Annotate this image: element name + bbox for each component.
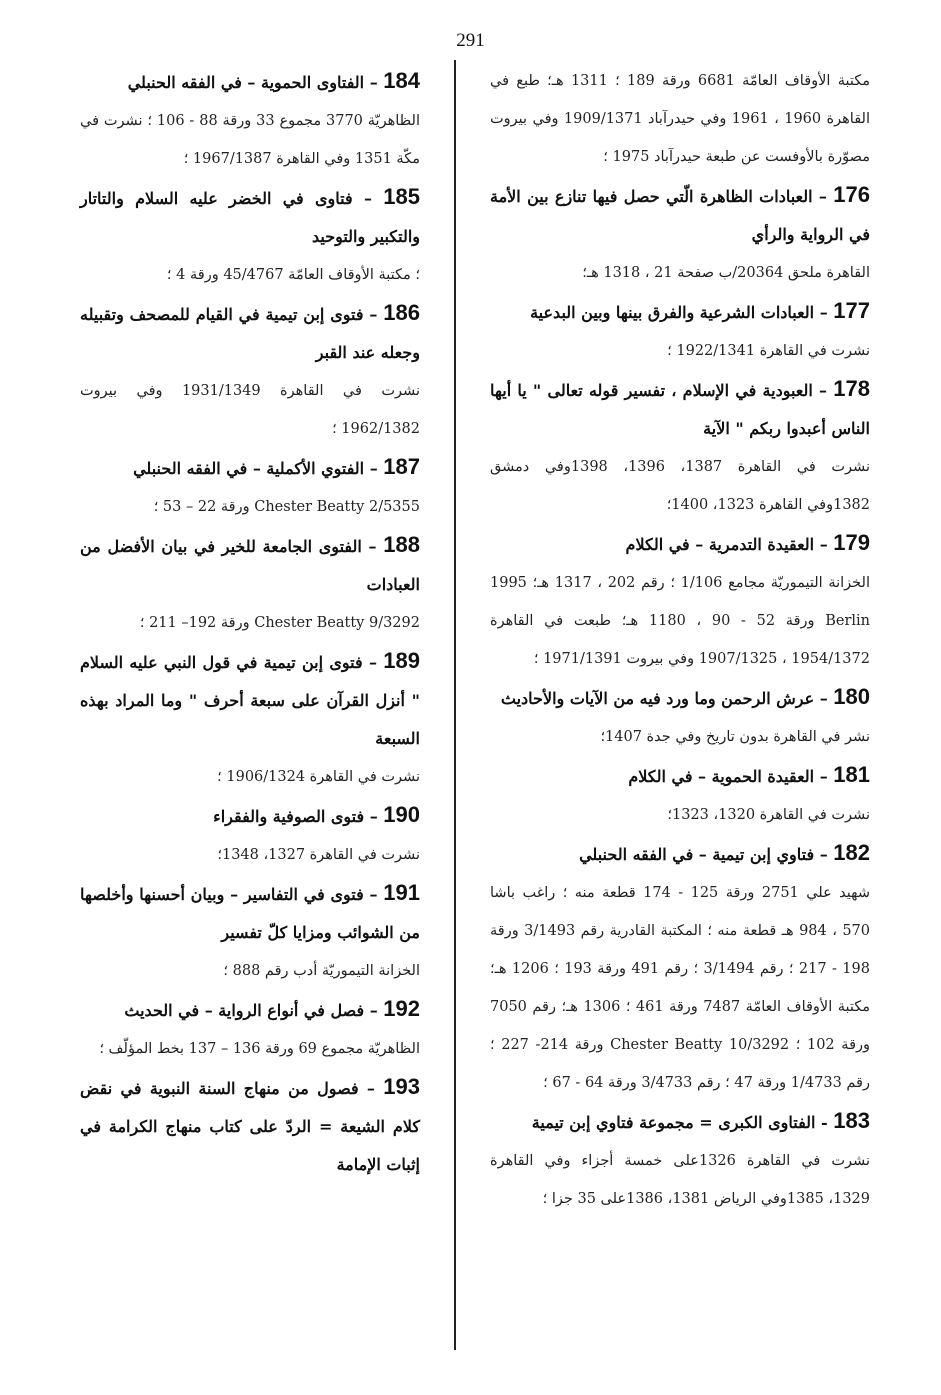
entry-title: – العبودية في الإسلام ، تفسير قوله تعالى " يا أيها الناس أعبدوا ربكم " الآية [490, 381, 870, 438]
entry-title: – فتوى في التفاسير – وبيان أحسنها وأخلصها من الشوائب ومزايا كلّ تفسير [80, 885, 420, 942]
bibliography-entry [490, 176, 870, 292]
entry-number: 180 [833, 684, 870, 709]
bibliography-entry [80, 642, 420, 796]
entry-number: 191 [383, 880, 420, 905]
entry-details: نشرت في القاهرة 1906/1324 ؛ [217, 769, 420, 785]
right-column [490, 62, 870, 1218]
entry-title: - الفتاوى الكبرى = مجموعة فتاوي إبن تيمية [531, 1113, 828, 1132]
entry-heading [490, 370, 870, 448]
bibliography-entry [80, 990, 420, 1068]
bibliography-entry [80, 796, 420, 874]
entry-number: 183 [833, 1108, 870, 1133]
entry-title: – العقيدة الحموية – في الكلام [628, 767, 828, 786]
entry-heading [490, 834, 870, 874]
bibliography-entry [490, 370, 870, 524]
entry-details: نشرت في القاهرة 1327، 1348؛ [217, 847, 420, 863]
entry-details: Chester Beatty 2/5355 ورقة 22 – 53 ؛ [153, 499, 420, 515]
entry-number: 187 [383, 454, 420, 479]
column-divider [454, 60, 456, 1350]
entry-number: 177 [833, 298, 870, 323]
bibliography-entry [80, 448, 420, 526]
entry-details: شهيد علي 2751 ورقة 125 - 174 قطعة منه ؛ راغب باشا 570 ، 984 هـ قطعة منه ؛ المكتبة القادرية رقم 3/1493 ورقة 198 - 217 ؛ رقم 3/1494 ؛ رقم 491 ورقة 193 ؛ 1206 هـ؛ مكتبة الأوقاف العامّة 7487 ورقة 461 ؛ 1306 هـ؛ رقم 7050 ورقة 102 ؛ Chester Beatty 10/3292 ورقة 214- 227 ؛ رقم 1/4733 ورقة 47 ؛ رقم 3/4733 ورقة 64 - 67 ؛ [490, 885, 871, 1091]
entry-heading [80, 1068, 420, 1184]
entry-heading [490, 524, 870, 564]
entry-heading [490, 756, 870, 796]
bibliography-entry [80, 178, 420, 294]
bibliography-entry [490, 292, 870, 370]
entry-details: نشرت في القاهرة 1326على خمسة أجزاء وفي القاهرة 1329، 1385وفي الرياض 1381، 1386على 35 جزا ؛ [490, 1153, 870, 1207]
entry-details: نشرت في القاهرة 1387، 1396، 1398وفي دمشق 1382وفي القاهرة 1323، 1400؛ [490, 459, 871, 513]
entry-title: – العقيدة التدمرية – في الكلام [625, 535, 828, 554]
entry-number: 193 [383, 1074, 420, 1099]
bibliography-entry [80, 874, 420, 990]
entry-number: 178 [833, 376, 870, 401]
entry-title: – الفتوى الجامعة للخير في بيان الأفضل من العبادات [80, 537, 420, 594]
entry-number: 188 [383, 532, 420, 557]
entry-heading [490, 678, 870, 718]
entry-number: 185 [383, 184, 420, 209]
entry-details: الظاهريّة مجموع 69 ورقة 136 – 137 بخط المؤلّف ؛ [99, 1041, 420, 1057]
entry-title: – العبادات الشرعية والفرق بينها وبين البدعية [530, 303, 828, 322]
entry-number: 189 [383, 648, 420, 673]
bibliography-entry [490, 1102, 870, 1218]
entry-title: – فصول من منهاج السنة النبوية في نقض كلام الشيعة = الردّ على كتاب منهاج الكرامة في إثبات الإمامة [80, 1079, 420, 1174]
entry-details: القاهرة ملحق 20364/ب صفحة 21 ، 1318 هـ؛ [582, 265, 870, 281]
entry-title: – العبادات الظاهرة الّتي حصل فيها تنازع بين الأمة في الرواية والرأي [490, 187, 870, 244]
entry-details: نشرت في القاهرة 1320، 1323؛ [667, 807, 870, 823]
entry-number: 179 [833, 530, 870, 555]
entry-details: نشرت في القاهرة 1931/1349 وفي بيروت 1962/1382 ؛ [80, 383, 420, 437]
entry-title: – الفتاوى الحموية – في الفقه الحنبلي [127, 73, 378, 92]
entry-number: 186 [383, 300, 420, 325]
entry-heading [80, 62, 420, 102]
bibliography-entry [80, 62, 420, 178]
page-number: 291 [456, 30, 485, 51]
entry-heading [80, 448, 420, 488]
entry-title: – الفتوي الأكملية – في الفقه الحنبلي [133, 459, 378, 478]
bibliography-entry [490, 62, 870, 176]
entry-details: نشرت في القاهرة 1922/1341 ؛ [667, 343, 870, 359]
entry-details: نشر في القاهرة بدون تاريخ وفي جدة 1407؛ [600, 729, 870, 745]
entry-number: 190 [383, 802, 420, 827]
entry-heading [80, 642, 420, 758]
entry-details: الظاهريّة 3770 مجموع 33 ورقة 88 - 106 ؛ نشرت في مكّة 1351 وفي القاهرة 1967/1387 ؛ [80, 113, 420, 167]
entry-title: – فتوى الصوفية والفقراء [213, 807, 378, 826]
entry-title: – عرش الرحمن وما ورد فيه من الآيات والأحاديث [500, 689, 828, 708]
entry-details: ؛ مكتبة الأوقاف العامّة 45/4767 ورقة 4 ؛ [166, 267, 420, 283]
entry-title: – فتاوي إبن تيمية – في الفقه الحنبلي [579, 845, 828, 864]
entry-details: الخزانة التيموريّة مجامع 1/106 ؛ رقم 202 ، 1317 هـ؛ 1995 Berlin ورقة 52 - 90 ، 1180 هـ؛ طبعت في القاهرة 1954/1372 ، 1907/1325 وفي بيروت 1971/1391 ؛ [490, 575, 870, 667]
entry-title: – فصل في أنواع الرواية – في الحديث [124, 1001, 378, 1020]
bibliography-entry [80, 294, 420, 448]
entry-heading [80, 294, 420, 372]
bibliography-entry [490, 834, 870, 1102]
bibliography-entry [80, 526, 420, 642]
entry-heading [80, 874, 420, 952]
bibliography-entry [490, 524, 870, 678]
entry-details: Chester Beatty 9/3292 ورقة 192– 211 ؛ [139, 615, 420, 631]
entry-number: 181 [833, 762, 870, 787]
entry-heading [490, 176, 870, 254]
entry-heading [80, 990, 420, 1030]
entry-heading [80, 796, 420, 836]
entry-details: مكتبة الأوقاف العامّة 6681 ورقة 189 ؛ 1311 هـ؛ طبع في القاهرة 1960 ، 1961 وفي حيدرآباد 1909/1371 وفي بيروت مصوّرة بالأوفست عن طبعة حيدرآباد 1975 ؛ [490, 73, 870, 165]
entry-number: 176 [833, 182, 870, 207]
entry-details: الخزانة التيموريّة أدب رقم 888 ؛ [223, 963, 420, 979]
entry-heading [490, 292, 870, 332]
entry-title: – فتوى إبن تيمية في قول النبي عليه السلام " أنزل القرآن على سبعة أحرف " وما المراد بهذه السبعة [80, 653, 420, 748]
bibliography-entry [490, 756, 870, 834]
left-column [80, 62, 420, 1184]
entry-title: – فتوى إبن تيمية في القيام للمصحف وتقبيله وجعله عند القبر [80, 305, 420, 362]
entry-number: 184 [383, 68, 420, 93]
bibliography-entry [80, 1068, 420, 1184]
bibliography-entry [490, 678, 870, 756]
entry-heading [80, 178, 420, 256]
entry-number: 182 [833, 840, 870, 865]
entry-heading [490, 1102, 870, 1142]
entry-heading [80, 526, 420, 604]
entry-title: – فتاوى في الخضر عليه السلام والتاتار والتكبير والتوحيد [80, 189, 420, 246]
entry-number: 192 [383, 996, 420, 1021]
